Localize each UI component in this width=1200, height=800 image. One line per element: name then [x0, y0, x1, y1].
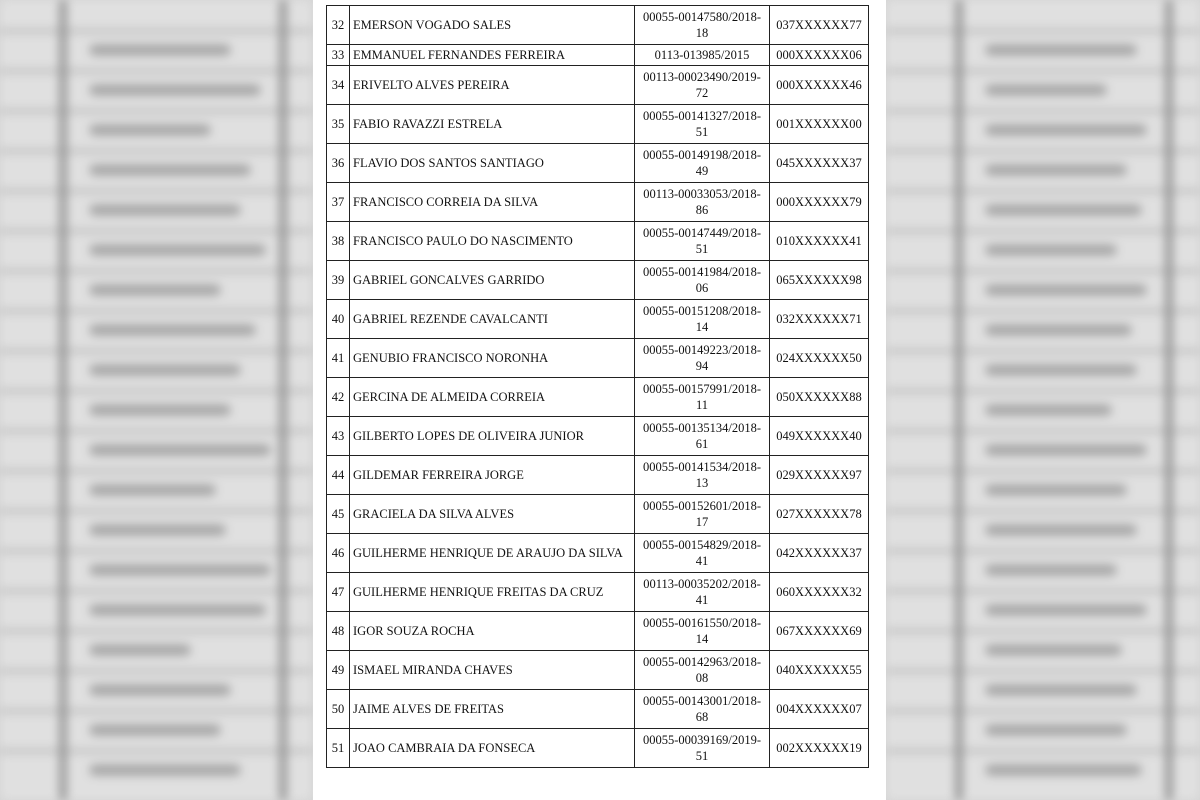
table-row	[327, 105, 869, 144]
masked-cpf: 000XXXXXX79	[770, 183, 869, 222]
process-number: 00055-00147580/2018-18	[635, 6, 770, 45]
table-row	[327, 183, 869, 222]
table-row	[327, 339, 869, 378]
person-name: IGOR SOUZA ROCHA	[350, 612, 635, 651]
process-number: 00055-00149223/2018-94	[635, 339, 770, 378]
masked-cpf: 004XXXXXX07	[770, 690, 869, 729]
row-number: 44	[327, 456, 350, 495]
masked-cpf: 010XXXXXX41	[770, 222, 869, 261]
table-row	[327, 300, 869, 339]
table-row	[327, 378, 869, 417]
masked-cpf: 040XXXXXX55	[770, 651, 869, 690]
table-row	[327, 222, 869, 261]
masked-cpf: 049XXXXXX40	[770, 417, 869, 456]
row-number: 48	[327, 612, 350, 651]
row-number: 45	[327, 495, 350, 534]
masked-cpf: 060XXXXXX32	[770, 573, 869, 612]
person-name: FRANCISCO PAULO DO NASCIMENTO	[350, 222, 635, 261]
masked-cpf: 001XXXXXX00	[770, 105, 869, 144]
process-number: 00055-00151208/2018-14	[635, 300, 770, 339]
person-name: GUILHERME HENRIQUE FREITAS DA CRUZ	[350, 573, 635, 612]
table-row	[327, 495, 869, 534]
process-number: 00055-00135134/2018-61	[635, 417, 770, 456]
person-name: GRACIELA DA SILVA ALVES	[350, 495, 635, 534]
blurred-background-left	[0, 0, 312, 800]
row-number: 35	[327, 105, 350, 144]
process-number: 00055-00141984/2018-06	[635, 261, 770, 300]
table-row	[327, 261, 869, 300]
row-number: 47	[327, 573, 350, 612]
row-number: 36	[327, 144, 350, 183]
person-name: FRANCISCO CORREIA DA SILVA	[350, 183, 635, 222]
process-number: 00055-00142963/2018-08	[635, 651, 770, 690]
row-number: 37	[327, 183, 350, 222]
process-number: 00055-00149198/2018-49	[635, 144, 770, 183]
table-row	[327, 144, 869, 183]
roster-table	[326, 5, 869, 768]
person-name: ERIVELTO ALVES PEREIRA	[350, 66, 635, 105]
table-row	[327, 690, 869, 729]
row-number: 43	[327, 417, 350, 456]
person-name: FABIO RAVAZZI ESTRELA	[350, 105, 635, 144]
person-name: EMMANUEL FERNANDES FERREIRA	[350, 45, 635, 66]
masked-cpf: 042XXXXXX37	[770, 534, 869, 573]
masked-cpf: 027XXXXXX78	[770, 495, 869, 534]
table-row	[327, 6, 869, 45]
row-number: 39	[327, 261, 350, 300]
process-number: 00055-00154829/2018-41	[635, 534, 770, 573]
row-number: 38	[327, 222, 350, 261]
masked-cpf: 029XXXXXX97	[770, 456, 869, 495]
person-name: GERCINA DE ALMEIDA CORREIA	[350, 378, 635, 417]
masked-cpf: 050XXXXXX88	[770, 378, 869, 417]
process-number: 00055-00157991/2018-11	[635, 378, 770, 417]
process-number: 00055-00147449/2018-51	[635, 222, 770, 261]
row-number: 49	[327, 651, 350, 690]
person-name: GABRIEL GONCALVES GARRIDO	[350, 261, 635, 300]
person-name: GENUBIO FRANCISCO NORONHA	[350, 339, 635, 378]
person-name: GILDEMAR FERREIRA JORGE	[350, 456, 635, 495]
masked-cpf: 065XXXXXX98	[770, 261, 869, 300]
person-name: JAIME ALVES DE FREITAS	[350, 690, 635, 729]
table-row	[327, 417, 869, 456]
person-name: FLAVIO DOS SANTOS SANTIAGO	[350, 144, 635, 183]
person-name: GUILHERME HENRIQUE DE ARAUJO DA SILVA	[350, 534, 635, 573]
process-number: 00055-00152601/2018-17	[635, 495, 770, 534]
person-name: ISMAEL MIRANDA CHAVES	[350, 651, 635, 690]
table-row	[327, 612, 869, 651]
table-row	[327, 651, 869, 690]
table-row	[327, 573, 869, 612]
row-number: 42	[327, 378, 350, 417]
row-number: 50	[327, 690, 350, 729]
document-page	[313, 0, 886, 800]
process-number: 00055-00141534/2018-13	[635, 456, 770, 495]
process-number: 00113-00023490/2019-72	[635, 66, 770, 105]
row-number: 51	[327, 729, 350, 768]
blurred-background-right	[886, 0, 1200, 800]
process-number: 00113-00033053/2018-86	[635, 183, 770, 222]
row-number: 34	[327, 66, 350, 105]
row-number: 40	[327, 300, 350, 339]
process-number: 00055-00039169/2019-51	[635, 729, 770, 768]
table-row	[327, 729, 869, 768]
process-number: 00055-00161550/2018-14	[635, 612, 770, 651]
table-row	[327, 66, 869, 105]
masked-cpf: 000XXXXXX06	[770, 45, 869, 66]
masked-cpf: 032XXXXXX71	[770, 300, 869, 339]
masked-cpf: 024XXXXXX50	[770, 339, 869, 378]
process-number: 0113-013985/2015	[635, 45, 770, 66]
row-number: 33	[327, 45, 350, 66]
process-number: 00055-00143001/2018-68	[635, 690, 770, 729]
process-number: 00113-00035202/2018-41	[635, 573, 770, 612]
row-number: 41	[327, 339, 350, 378]
table-row	[327, 45, 869, 66]
person-name: GILBERTO LOPES DE OLIVEIRA JUNIOR	[350, 417, 635, 456]
masked-cpf: 037XXXXXX77	[770, 6, 869, 45]
table-row	[327, 534, 869, 573]
row-number: 32	[327, 6, 350, 45]
masked-cpf: 045XXXXXX37	[770, 144, 869, 183]
masked-cpf: 002XXXXXX19	[770, 729, 869, 768]
person-name: EMERSON VOGADO SALES	[350, 6, 635, 45]
table-row	[327, 456, 869, 495]
masked-cpf: 067XXXXXX69	[770, 612, 869, 651]
person-name: GABRIEL REZENDE CAVALCANTI	[350, 300, 635, 339]
masked-cpf: 000XXXXXX46	[770, 66, 869, 105]
person-name: JOAO CAMBRAIA DA FONSECA	[350, 729, 635, 768]
process-number: 00055-00141327/2018-51	[635, 105, 770, 144]
row-number: 46	[327, 534, 350, 573]
